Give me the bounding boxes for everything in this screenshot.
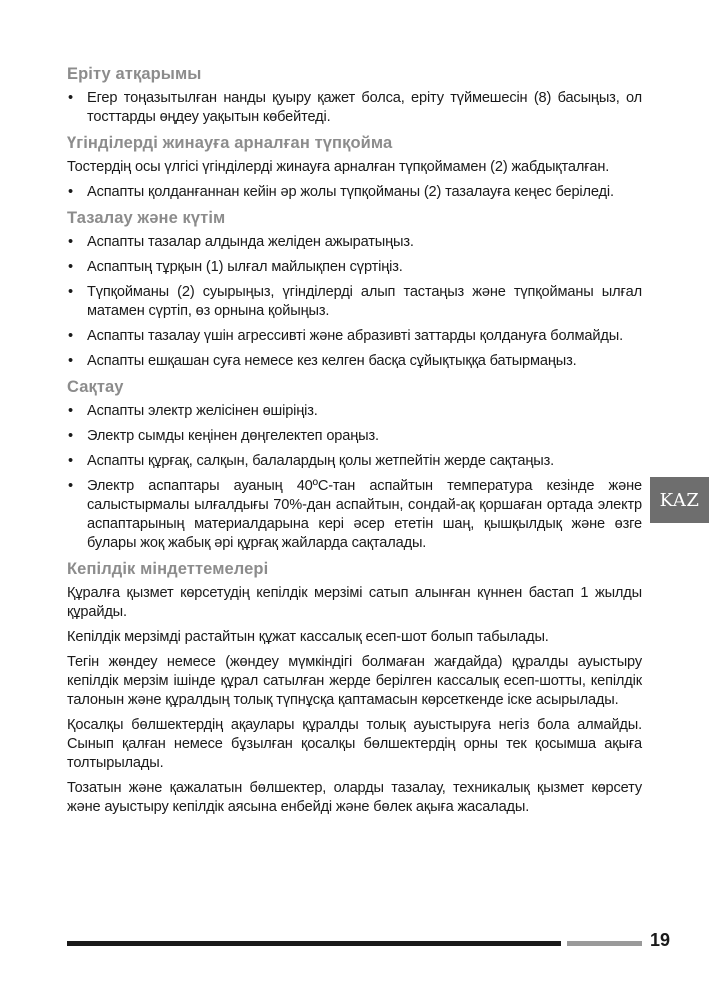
paragraph: Құралға қызмет көрсетудің кепілдік мерзімі сатып алынған күннен бастап 1 жылды құрайды. <box>67 585 642 620</box>
section-heading-warranty: Кепілдік міндеттемелері <box>67 560 269 578</box>
paragraph: Тостердің осы үлгісі үгінділерді жинауға арналған түпқоймамен (2) жабдықталған. <box>67 159 610 175</box>
list-item: • Электр сымды кеңінен дөңгелектеп ораңыз. <box>67 427 642 446</box>
list-item: • Аспапты электр желісінен өшіріңіз. <box>67 402 642 421</box>
list-item: • Электр аспаптары ауаның 40ºC-тан аспайтын температура кезінде және салыстырмалы ылғалдығы 70%-дан аспайтын, сондай-ақ қоршаған ортада электр аспаптарының материалдарына кері әсер ететін шаң, қышқылдық және өзге булары жоқ жабық әрі құрғақ жайларда сақталады. <box>67 477 642 553</box>
footer-rule-light <box>567 941 642 946</box>
defrost-list <box>67 89 642 127</box>
paragraph: Тегін жөндеу немесе (жөндеу мүмкіндігі болмаған жағдайда) құралды ауыстыру кепілдік мерзім ішінде құрал сатылған жерде берілген кассалық есеп-шотты, кепілдік талонын және құралдың толық түпнұсқа қаптамасын көрсеткенде іске асырылады. <box>67 654 642 708</box>
section-heading-storage: Сақтау <box>67 378 124 396</box>
list-item: • Түпқойманы (2) суырыңыз, үгінділерді алып тастаңыз және түпқойманы ылғал матамен сүртіп, өз орнына қойыңыз. <box>67 283 642 321</box>
page-content <box>67 64 642 823</box>
section-heading-crumb-tray: Үгінділерді жинауға арналған түпқойма <box>67 134 393 152</box>
list-item: • Егер тоңазытылған нанды қуыру қажет болса, еріту түймешесін (8) басыңыз, ол тосттарды өңдеу уақытын көбейтеді. <box>67 89 642 127</box>
storage-list <box>67 402 642 553</box>
cleaning-list <box>67 233 642 371</box>
paragraph: Тозатын және қажалатын бөлшектер, оларды тазалау, техникалық қызмет көрсету және ауыстыру кепілдік аясына енбейді және бөлек ақыға жасалады. <box>67 780 642 815</box>
section-heading-defrost: Еріту атқарымы <box>67 65 202 83</box>
list-item: • Аспаптың тұрқын (1) ылғал майлықпен сүртіңіз. <box>67 258 642 277</box>
page-number: 19 <box>650 930 671 950</box>
section-heading-cleaning: Тазалау және күтім <box>67 209 226 227</box>
list-item: • Аспапты құрғақ, салқын, балалардың қолы жетпейтін жерде сақтаңыз. <box>67 452 642 471</box>
paragraph: Кепілдік мерзімді растайтын құжат кассалық есеп-шот болып табылады. <box>67 629 549 645</box>
list-item: • Аспапты ешқашан суға немесе кез келген басқа сұйықтыққа батырмаңыз. <box>67 352 642 371</box>
list-item: • Аспапты тазалар алдында желіден ажыратыңыз. <box>67 233 642 252</box>
list-item: • Аспапты тазалау үшін агрессивті және абразивті заттарды қолдануға болмайды. <box>67 327 642 346</box>
list-item: • Аспапты қолданғаннан кейін әр жолы түпқойманы (2) тазалауға кеңес беріледі. <box>67 183 642 202</box>
footer-rule-dark <box>67 941 561 946</box>
crumb-tray-list <box>67 183 642 202</box>
paragraph: Қосалқы бөлшектердің ақаулары құралды толық ауыстыруға негіз бола алмайды. Сынып қалған немесе бұзылған қосалқы бөлшектердің орны тек қосымша ақыға толтырылады. <box>67 717 642 771</box>
language-tab: KAZ <box>650 477 709 523</box>
